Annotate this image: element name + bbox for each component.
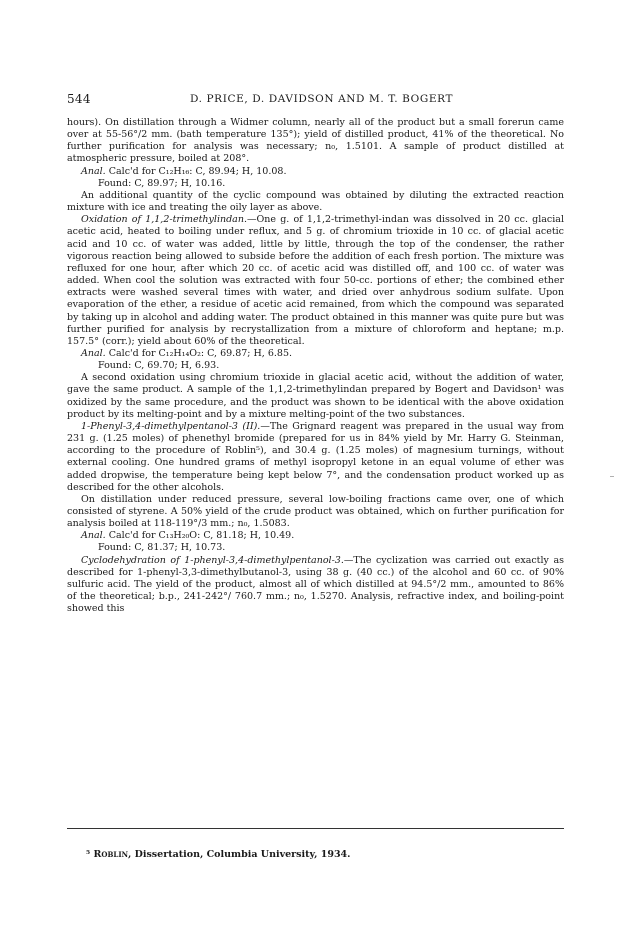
running-head-authors: D. PRICE, D. DAVIDSON AND M. T. BOGERT	[190, 93, 454, 105]
analysis-calculated	[67, 530, 564, 542]
paragraph-text: An additional quantity of the cyclic compound was obtained by diluting the extracted reaction mixture with ice and treating the oily layer as above.	[67, 189, 564, 214]
footnote-marker: ⁵	[86, 849, 91, 860]
paragraph-additional-quantity	[67, 190, 564, 214]
found-text: Found: C, 89.97; H, 10.16.	[98, 177, 226, 189]
page-number: 544	[67, 92, 91, 106]
paragraph-text: —The cyclization was carried out exactly as described for 1-phenyl-3,3-dimethylbutanol-3, using 38 g. (40 cc.) of the alcohol and 60 cc. of 90% sulfuric acid. The yield of the product, almost all of which distilled at 94.5°/2 mm., amounted to 86% of the theoretical; b.p., 241-242°/ 760.7 mm.; n₀, 1.5270. Analysis, refractive index, and boiling-point showed this	[67, 554, 564, 615]
footnote-text: , Dissertation, Columbia University, 1934.	[128, 849, 351, 860]
analysis-text: Calc'd for C₁₃H₂₀O: C, 81.18; H, 10.49.	[105, 530, 295, 542]
found-text: Found: C, 69.70; H, 6.93.	[98, 360, 220, 372]
section-lead: Oxidation of 1,1,2-trimethylindan.	[81, 214, 247, 226]
paragraph-reduced-pressure	[67, 494, 564, 530]
analysis-lead: Anal.	[81, 530, 106, 542]
analysis-lead: Anal.	[81, 165, 106, 177]
paragraph-text: —One g. of 1,1,2-trimethyl-indan was dissolved in 20 cc. glacial acetic acid, heated to boiling under reflux, and 5 g. of chromium trioxide in 10 cc. of glacial acetic acid and 10 cc. of water was added, little by little, through the top of the condenser, the rather vigorous reaction being allowed to subside before the addition of each fresh portion. The mixture was refluxed for one hour, after which 20 cc. of acetic acid was distilled off, and 100 cc. of water was added. When cool the solution was extracted with four 50-cc. portions of ether; the combined ether extracts were washed several times with water, and dried over anhydrous sodium sulfate. Upon evaporation of the ether, a residue of acetic acid remained, from which the compound was separated by taking up in alcohol and adding water. The product obtained in this manner was quite pure but was further purified for analysis by recrystallization from a mixture of chloroform and heptane; m.p. 157.5° (corr.); yield about 60% of the theoretical.	[67, 214, 564, 347]
paragraph-text: hours). On distillation through a Widmer column, nearly all of the product but a small forerun came over at 55-56°/2 mm. (bath temperature 135°); yield of distilled product, 41% of the theoretical. No further purification for analysis was necessary; n₀, 1.5101. A sample of product distilled at atmospheric pressure, boiled at 208°.	[67, 117, 564, 165]
paragraph-cyclodehydration	[67, 555, 564, 616]
analysis-text: Calc'd for C₁₂H₁₄O₂: C, 69.87; H, 6.85.	[105, 347, 293, 359]
analysis-found	[67, 542, 564, 554]
paragraph-second-oxidation	[67, 372, 564, 421]
scan-edge-mark	[610, 476, 614, 477]
paragraph-text: —The Grignard reagent was prepared in the usual way from 231 g. (1.25 moles) of phenethyl bromide (prepared for us in 84% yield by Mr. Harry G. Steinman, according to the procedure of Roblin⁵), and 30.4 g. (1.25 moles) of magnesium turnings, without external cooling. One hundred grams of methyl isopropyl ketone in an equal volume of ether was added dropwise, the temperature being kept below 7°, and the condensation product worked up as described for the other alcohols.	[67, 420, 565, 493]
section-lead: Cyclodehydration of 1-phenyl-3,4-dimethylpentanol-3.	[81, 554, 344, 566]
running-head	[67, 92, 565, 108]
footnote-rule	[67, 828, 564, 829]
found-text: Found: C, 81.37; H, 10.73.	[98, 542, 226, 554]
section-lead: 1-Phenyl-3,4-dimethylpentanol-3 (II).	[81, 420, 261, 432]
paragraph-grignard	[67, 421, 564, 494]
paragraph-text: A second oxidation using chromium trioxide in glacial acetic acid, without the addition of water, gave the same product. A sample of the 1,1,2-trimethylindan prepared by Bogert and Davidson¹ was oxidized by the same procedure, and the product was shown to be identical with the above oxidation product by its melting-point and by a mixture melting-point of the two substances.	[67, 372, 564, 420]
paragraph-oxidation	[67, 214, 564, 348]
article-body	[67, 117, 564, 615]
analysis-calculated	[67, 166, 564, 178]
analysis-calculated	[67, 348, 564, 360]
footnote-author: Roblin	[93, 849, 128, 860]
analysis-found	[67, 178, 564, 190]
analysis-lead: Anal.	[81, 347, 106, 359]
footnote	[86, 849, 556, 861]
analysis-text: Calc'd for C₁₂H₁₆: C, 89.94; H, 10.08.	[105, 165, 287, 177]
analysis-found	[67, 360, 564, 372]
paragraph-distillation	[67, 117, 564, 166]
paragraph-text: On distillation under reduced pressure, several low-boiling fractions came over, one of which consisted of styrene. A 50% yield of the crude product was obtained, which on further purification for analysis boiled at 118-119°/3 mm.; n₀, 1.5083.	[67, 493, 564, 530]
